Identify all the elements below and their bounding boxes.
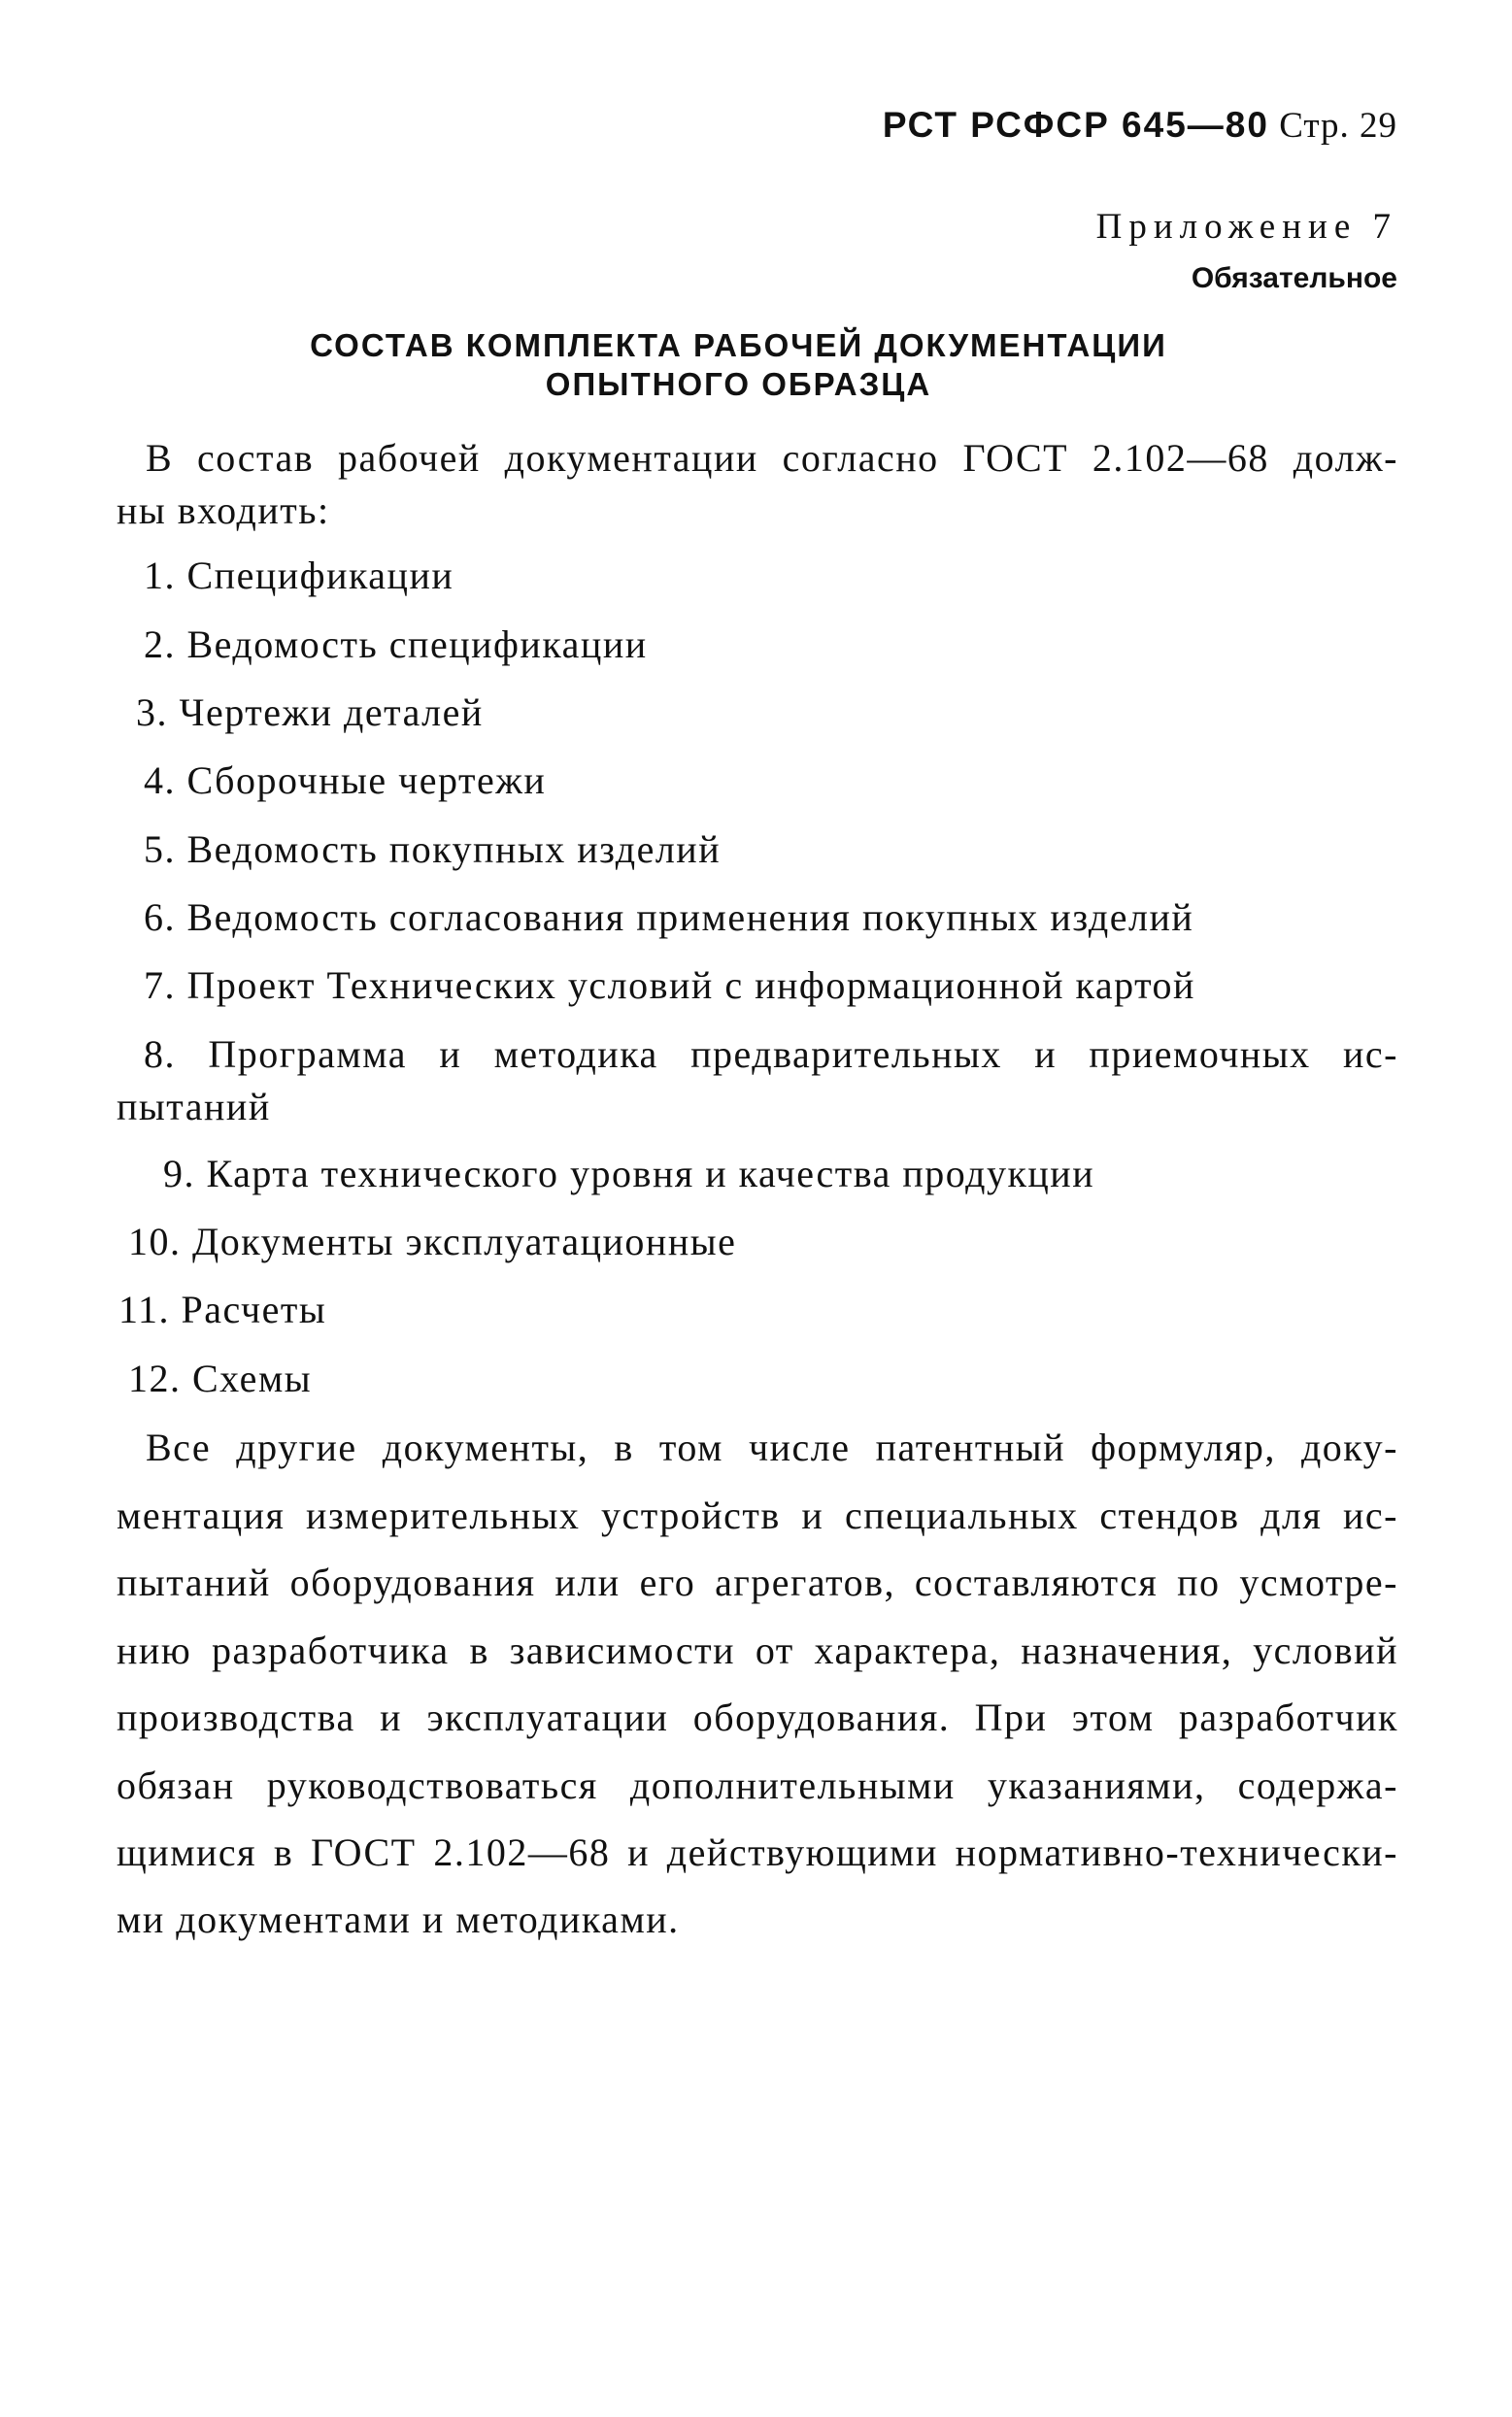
list-item-number: 7. — [144, 963, 176, 1007]
list-item-text: Ведомость спецификации — [186, 622, 648, 666]
list-item-text: Проект Технических условий с информационной картой — [186, 963, 1195, 1007]
closing-line: ми документами и методиками. — [117, 1897, 680, 1941]
closing-line: Все другие документы, в том числе патентный формуляр, доку- — [146, 1426, 1398, 1469]
list-item-number: 2. — [144, 622, 176, 666]
list-item-text: Карта технического уровня и качества продукции — [206, 1152, 1095, 1195]
list-item — [128, 1357, 313, 1400]
list-item-text: Ведомость покупных изделий — [186, 827, 722, 871]
list-item — [144, 963, 1195, 1007]
list-item-text: Документы эксплуатационные — [192, 1220, 737, 1263]
list-item-continuation: пытаний — [117, 1085, 271, 1128]
list-item-text: Чертежи деталей — [179, 690, 484, 734]
title-line-2: ОПЫТНОГО ОБРАЗЦА — [545, 366, 932, 402]
list-item-number: 10. — [128, 1220, 182, 1263]
list-item-text: Сборочные чертежи — [186, 758, 547, 802]
closing-line: обязан руководствоваться дополнительными указаниями, содержа- — [117, 1763, 1398, 1807]
list-item-text: Расчеты — [181, 1288, 327, 1331]
list-item — [144, 758, 547, 802]
page-number: Стр. 29 — [1279, 106, 1397, 146]
list-item-text: Спецификации — [186, 554, 454, 597]
list-item-number: 4. — [144, 758, 176, 802]
list-item-number: 3. — [136, 690, 168, 734]
list-item — [144, 622, 648, 666]
page-header — [883, 105, 1397, 147]
list-item-number: 8. — [144, 1032, 176, 1076]
closing-line: щимися в ГОСТ 2.102—68 и действующими нормативно-технически- — [117, 1830, 1398, 1874]
list-item-number: 11. — [118, 1288, 171, 1331]
closing-line: ментация измерительных устройств и специальных стендов для ис- — [117, 1494, 1398, 1537]
standard-code: РСТ РСФСР 645—80 — [882, 105, 1269, 145]
list-item-number: 6. — [144, 895, 176, 939]
intro-line-1: В состав рабочей документации согласно ГОСТ 2.102—68 долж- — [146, 436, 1398, 480]
intro-line-2: ны входить: — [117, 488, 330, 532]
list-item-number: 5. — [144, 827, 176, 871]
list-item-text: Схемы — [192, 1357, 313, 1400]
list-item — [163, 1152, 1095, 1195]
list-item-text: Программа и методика предварительных и приемочных ис- — [208, 1032, 1398, 1076]
list-item — [128, 1220, 737, 1263]
list-item-number: 9. — [163, 1152, 195, 1195]
appendix-status: Обязательное — [1191, 262, 1397, 294]
list-item — [144, 827, 722, 871]
list-item-number: 12. — [128, 1357, 182, 1400]
closing-line: производства и эксплуатации оборудования. При этом разработчик — [117, 1695, 1398, 1739]
closing-line: пытаний оборудования или его агрегатов, составляются по усмотре- — [117, 1561, 1398, 1604]
appendix-label: Приложение 7 — [1095, 207, 1397, 247]
list-item — [144, 1032, 1398, 1076]
list-item — [136, 690, 484, 734]
list-item — [144, 895, 1194, 939]
title-line-1: СОСТАВ КОМПЛЕКТА РАБОЧЕЙ ДОКУМЕНТАЦИИ — [310, 327, 1167, 363]
list-item-text: Ведомость согласования применения покупных изделий — [186, 895, 1194, 939]
closing-line: нию разработчика в зависимости от характера, назначения, условий — [117, 1628, 1398, 1672]
list-item — [144, 556, 454, 595]
list-item — [118, 1288, 327, 1331]
list-item-number: 1. — [144, 554, 176, 597]
